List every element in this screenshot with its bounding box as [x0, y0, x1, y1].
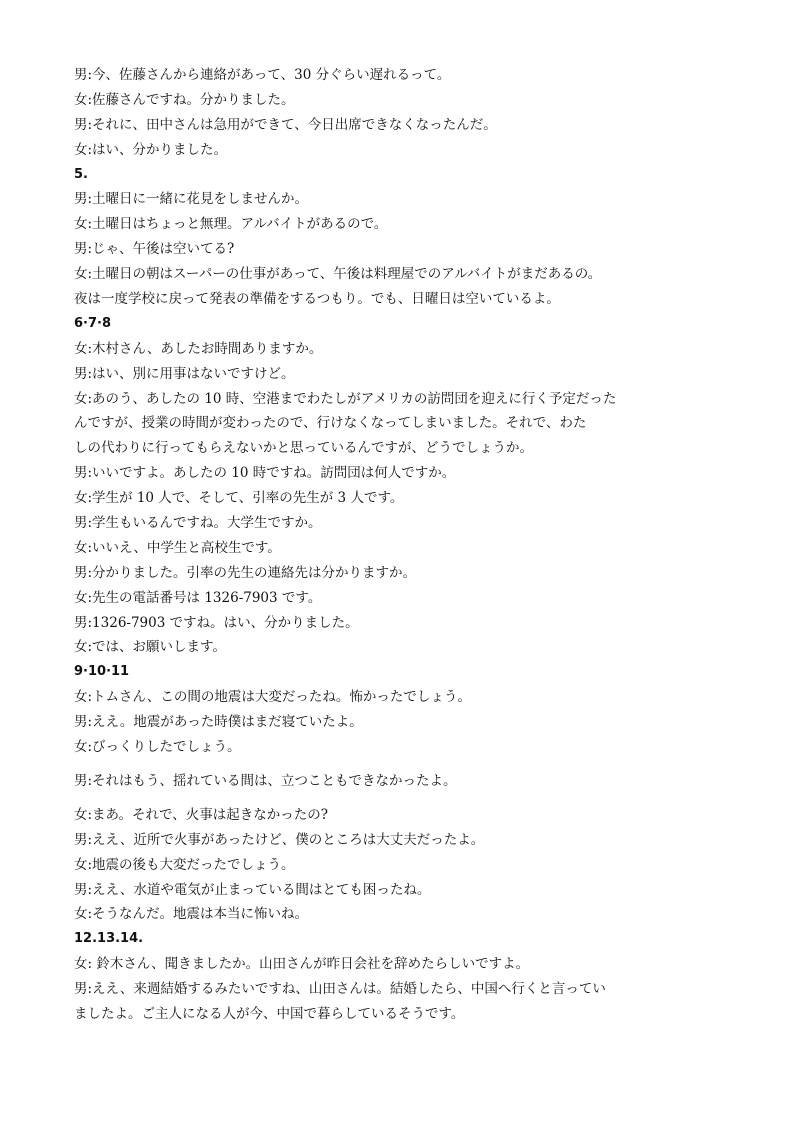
- dialogue-line: 女:学生が 10 人で、そして、引率の先生が 3 人です。: [74, 490, 404, 507]
- dialogue-line: 男:ええ、近所で火事があったけど、僕のところは大丈夫だったよ。: [74, 831, 485, 848]
- section-number: 6·7·8: [74, 315, 112, 331]
- dialogue-line: 女: 鈴木さん、聞きましたか。山田さんが昨日会社を辞めたらしいですよ。: [74, 956, 530, 973]
- dialogue-line: んですが、授業の時間が変わったので、行けなくなってしまいました。それで、わた: [74, 415, 587, 432]
- dialogue-line: 男:じゃ、午後は空いてる?: [74, 241, 235, 258]
- dialogue-line: 男:分かりました。引率の先生の連絡先は分かりますか。: [74, 564, 417, 581]
- dialogue-line: 女:トムさん、この間の地震は大変だったね。怖かったでしょう。: [74, 689, 471, 706]
- dialogue-line: 女:では、お願いします。: [74, 639, 226, 656]
- dialogue-line: 男:土曜日に一緒に花見をしませんか。: [74, 191, 309, 208]
- dialogue-line: 女:びっくりしたでしょう。: [74, 739, 241, 756]
- dialogue-line: 男:学生もいるんですね。大学生ですか。: [74, 515, 322, 532]
- dialogue-line: 女:あのう、あしたの 10 時、空港までわたしがアメリカの訪問団を迎えに行く予定だった: [74, 390, 617, 407]
- dialogue-line: 男:それに、田中さんは急用ができて、今日出席できなくなったんだ。: [74, 116, 497, 133]
- section-number: 5.: [74, 166, 88, 182]
- dialogue-line: 男:ええ。地震があった時僕はまだ寝ていたよ。: [74, 714, 363, 731]
- dialogue-line: 女:はい、分かりました。: [74, 141, 228, 158]
- dialogue-line: 女:木村さん、あしたお時間ありますか。: [74, 340, 323, 357]
- dialogue-line: 男:1326-7903 ですね。はい、分かりました。: [74, 614, 359, 631]
- dialogue-line: 女:先生の電話番号は 1326-7903 です。: [74, 589, 322, 606]
- dialogue-line: 男:はい、別に用事はないですけど。: [74, 365, 295, 382]
- dialogue-line: 男:今、佐藤さんから連絡があって、30 分ぐらい遅れるって。: [74, 67, 451, 83]
- dialogue-line: 女:そうなんだ。地震は本当に怖いね。: [74, 906, 309, 923]
- section-number: 12.13.14.: [74, 931, 144, 947]
- dialogue-line: 夜は一度学校に戻って発表の準備をするつもり。でも、日曜日は空いているよ。: [74, 291, 560, 308]
- dialogue-line: 男:それはもう、揺れている間は、立つこともできなかったよ。: [74, 772, 457, 789]
- document-page: [74, 63, 734, 1027]
- dialogue-line: 男:ええ、水道や電気が止まっている間はとても困ったね。: [74, 881, 431, 898]
- dialogue-line: 女:いいえ、中学生と高校生です。: [74, 539, 281, 556]
- dialogue-line: しの代わりに行ってもらえないかと思っているんですが、どうでしょうか。: [74, 440, 533, 457]
- dialogue-line: 女:地震の後も大変だったでしょう。: [74, 856, 295, 873]
- dialogue-line: 女:佐藤さんですね。分かりました。: [74, 91, 295, 108]
- dialogue-line: 男:ええ、来週結婚するみたいですね、山田さんは。結婚したら、中国へ行くと言ってい: [74, 981, 606, 998]
- section-number: 9·10·11: [74, 664, 130, 680]
- dialogue-line: 女:土曜日はちょっと無理。アルバイトがあるので。: [74, 216, 388, 233]
- dialogue-line: 男:いいですよ。あしたの 10 時ですね。訪問団は何人ですか。: [74, 465, 456, 482]
- dialogue-line: 女:まあ。それで、火事は起きなかったの?: [74, 806, 328, 823]
- dialogue-line: ましたよ。ご主人になる人が今、中国で暮らしているそうです。: [74, 1005, 465, 1022]
- dialogue-line: 女:土曜日の朝はスーパーの仕事があって、午後は料理屋でのアルバイトがまだあるの。: [74, 266, 602, 283]
